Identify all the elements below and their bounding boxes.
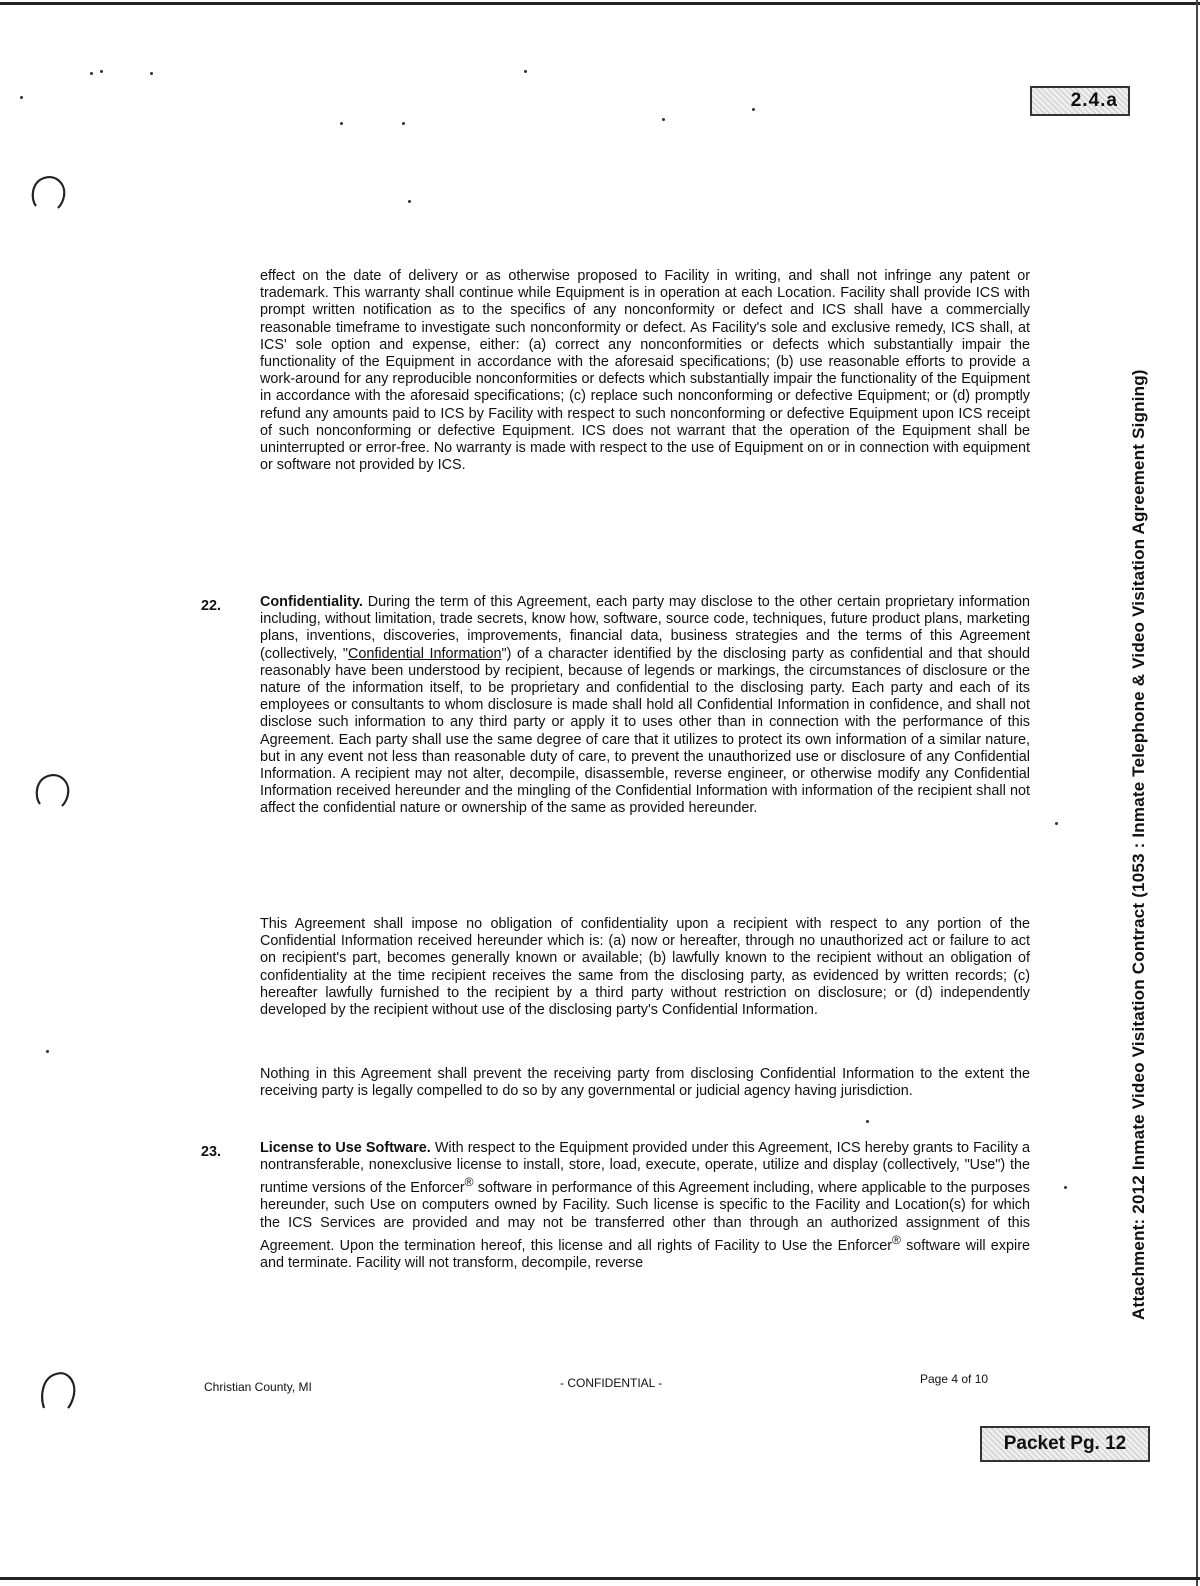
footer-page-number: Page 4 of 10 <box>920 1372 989 1386</box>
footer-confidential: - CONFIDENTIAL - <box>560 1376 663 1390</box>
scan-speck <box>752 108 755 111</box>
scan-speck <box>866 1120 869 1123</box>
section-text: During the term of this Agreement, each party may disclose to the other certain proprietary information including, without limitation, trade secrets, know how, software, source code, techniques, future product plans, marketing plans, inventions, discoveries, improvements, financial data, business strategies and the terms of this Agreement (collectively, " <box>260 594 1030 662</box>
scan-speck <box>46 1050 49 1053</box>
section-text: software will expire and terminate. Facility will not transform, decompile, reverse <box>260 1237 1030 1271</box>
right-border <box>1196 0 1198 1586</box>
section-text: software in performance of this Agreement including, where applicable to the purposes hereunder, such Use on computers owned by Facility. Such license is specific to the Facility and Location(s) for which the ICS Services are provided and may not be transferred other than through an authorized assignment of this Agreement. Upon the termination hereof, this license and all rights of Facility to Use the Enforcer <box>260 1180 1030 1254</box>
confidentiality-paragraph <box>260 594 1030 818</box>
scan-speck <box>150 72 153 75</box>
section-number: 23. <box>201 1144 222 1160</box>
registered-mark: ® <box>464 1175 474 1190</box>
side-attachment-label: Attachment: 2012 Inmate Video Visitation Contract (1053 : Inmate Telephone & Video Visitation Agreement Signing) <box>1129 369 1148 1320</box>
section-heading: License to Use Software. <box>260 1140 431 1156</box>
packet-page-text: Packet Pg. 12 <box>1003 1433 1127 1454</box>
scan-speck <box>100 70 103 73</box>
section-text: ") of a character identified by the disclosing party as confidential and that should reasonably have been understood by recipient, because of legends or markings, the circumstances of disclosure or the nature of the information itself, to be proprietary and confidential to the disclosing party. Each party and each of its employees or consultants to whom disclosure is made shall hold all Confidential Information in confidence, and shall not disclose such information to any third party or apply it to uses other than in connection with the performance of this Agreement. Each party shall use the same degree of care that it utilizes to protect its own information of a similar nature, but in any event not less than reasonable duty of care, to prevent the unauthorized use or disclosure of any Confidential Information. A recipient may not alter, decompile, disassemble, reverse engineer, or otherwise modify any Confidential Information received hereunder and the mingling of the Confidential Information with information of the recipient shall not affect the confidential nature or ownership of the same as provided hereunder. <box>260 645 1030 817</box>
scan-speck <box>662 118 665 121</box>
scan-speck <box>90 72 93 75</box>
section-heading: Confidentiality. <box>260 594 363 610</box>
attachment-tag-text: 2.4.a <box>1070 90 1118 111</box>
scan-speck <box>402 122 405 125</box>
scan-speck <box>340 122 343 125</box>
punch-hole-icon <box>28 172 68 216</box>
scan-speck <box>408 200 411 203</box>
scan-speck <box>524 70 527 73</box>
registered-mark: ® <box>892 1232 901 1247</box>
warranty-paragraph: effect on the date of delivery or as otherwise proposed to Facility in writing, and shall not infringe any patent or trademark. This warranty shall continue while Equipment is in operation at each Location. Facility shall provide ICS with prompt written notification as to the specifics of any nonconformity or defect and ICS shall have a commercially reasonable timeframe to investigate such nonconformity or defect. As Facility's sole and exclusive remedy, ICS shall, at ICS' sole option and expense, either: (a) correct any nonconformities or defects which substantially impair the functionality of the Equipment in accordance with the aforesaid specifications; (b) use reasonable efforts to provide a work-around for any reproducible nonconformities or defects which substantially impair the functionality of the Equipment in accordance with the aforesaid specifications; (c) replace such nonconforming or defective Equipment; or (d) promptly refund any amounts paid to ICS by Facility with respect to such nonconforming or defective Equipment upon ICS receipt of such nonconforming or defective Equipment. ICS does not warrant that the operation of the Equipment shall be uninterrupted or error-free. No warranty is made with respect to the use of Equipment on or in connection with equipment or software not provided by ICS. <box>260 268 1030 474</box>
section-text: With respect to the Equipment provided under this Agreement, ICS hereby grants to Facility a nontransferable, nonexclusive license to install, store, load, execute, operate, utilize and display (collectively, "Use") the runtime versions of the Enforcer <box>260 1140 1031 1197</box>
attachment-tag <box>1030 86 1130 116</box>
punch-hole-icon <box>32 770 72 814</box>
section-number: 22. <box>201 598 222 614</box>
punch-hole-icon <box>38 1368 78 1412</box>
packet-page-tag <box>980 1426 1150 1462</box>
defined-term: Confidential Information <box>347 645 502 662</box>
footer-county: Christian County, MI <box>204 1380 312 1394</box>
compelled-disclosure-paragraph: Nothing in this Agreement shall prevent the receiving party from disclosing Confidential Information to the extent the receiving party is legally compelled to do so by any governmental or judicial agency having jurisdiction. <box>260 1066 1030 1100</box>
scan-speck <box>20 96 23 99</box>
scan-speck <box>1055 822 1058 825</box>
top-border <box>0 2 1200 5</box>
confidentiality-exceptions-paragraph: This Agreement shall impose no obligation of confidentiality upon a recipient with respect to any portion of the Confidential Information received hereunder which is: (a) now or hereafter, through no unauthorized act or failure to act on recipient's part, becomes generally known or available; (b) lawfully known to the recipient without an obligation of confidentiality at the time recipient receives the same from the disclosing party, as evidenced by written records; (c) hereafter lawfully furnished to the recipient by a third party without restriction on disclosure; or (d) independently developed by the recipient without use of the disclosing party's Confidential Information. <box>260 916 1030 1019</box>
scan-speck <box>1064 1186 1067 1189</box>
license-paragraph <box>260 1140 1030 1272</box>
bottom-border <box>0 1577 1200 1580</box>
